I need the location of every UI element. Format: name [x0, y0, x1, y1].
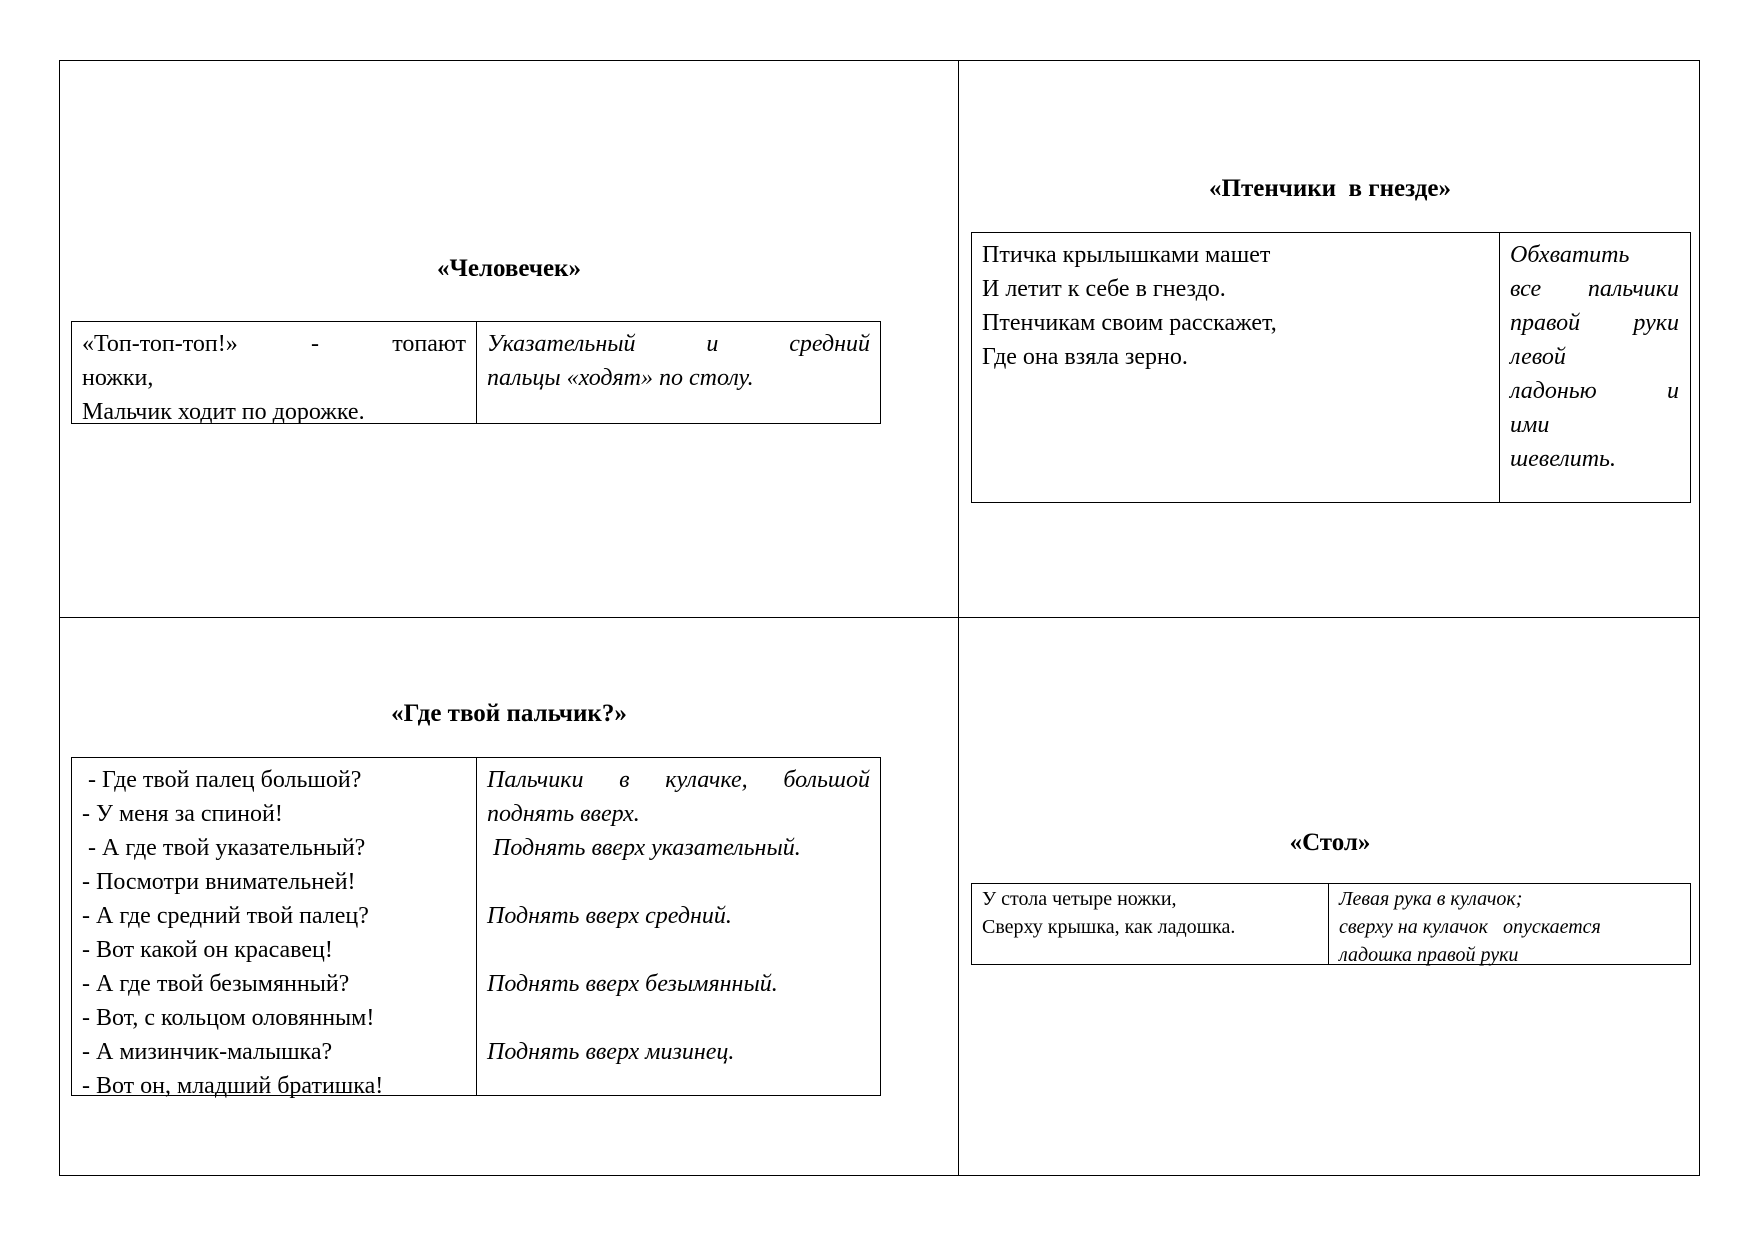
action-line: правой руки	[1510, 310, 1679, 336]
rhyme-line: Птенчикам своим расскажет,	[982, 310, 1277, 336]
horizontal-divider	[60, 617, 1699, 618]
action-line: поднять вверх.	[487, 801, 640, 827]
card-title-chelovechek: «Человечек»	[437, 255, 581, 282]
rhyme-line: - У меня за спиной!	[82, 801, 283, 827]
action-text-cell	[1500, 233, 1689, 502]
rhyme-line: - А где твой безымянный?	[82, 971, 350, 997]
action-line: ладошка правой руки	[1339, 944, 1519, 966]
rhyme-line: Птичка крылышками машет	[982, 242, 1271, 268]
action-line: левой	[1510, 344, 1566, 370]
rhyme-line: И летит к себе в гнездо.	[982, 276, 1226, 302]
action-line: Поднять вверх указательный.	[487, 835, 801, 861]
rhyme-line: - Вот какой он красавец!	[82, 937, 333, 963]
action-line	[487, 1001, 870, 1035]
rhyme-text-cell	[72, 322, 477, 423]
action-line: ладонью и	[1510, 378, 1679, 404]
action-line: Обхватить	[1510, 242, 1630, 268]
action-line: все пальчики	[1510, 276, 1679, 302]
action-line: ими	[1510, 412, 1550, 438]
action-text-cell	[477, 758, 880, 1095]
action-line: пальцы «ходят» по столу.	[487, 365, 754, 391]
rhyme-text-cell	[972, 233, 1500, 502]
rhyme-line: «Топ-топ-топ!» - топают	[82, 331, 466, 357]
rhyme-line: - Вот, с кольцом оловянным!	[82, 1005, 375, 1031]
action-line: Левая рука в кулачок;	[1339, 888, 1523, 910]
action-line: шевелить.	[1510, 446, 1616, 472]
action-line: Пальчики в кулачке, большой	[487, 767, 870, 793]
card-title-palchik: «Где твой пальчик?»	[391, 700, 627, 727]
rhyme-table-palchik	[71, 757, 881, 1099]
action-line: Указательный и средний	[487, 331, 870, 357]
rhyme-line: - А где средний твой палец?	[82, 903, 369, 929]
action-line	[487, 865, 870, 899]
card-title-stol: «Стол»	[1289, 829, 1371, 856]
action-text-cell	[477, 322, 880, 423]
action-line: Поднять вверх безымянный.	[487, 971, 778, 997]
rhyme-line: Где она взяла зерно.	[982, 344, 1188, 370]
rhyme-line: У стола четыре ножки,	[982, 888, 1177, 910]
rhyme-table-chelovechek	[71, 321, 881, 424]
rhyme-line: - Где твой палец большой?	[82, 767, 362, 793]
rhyme-line: Сверху крышка, как ладошка.	[982, 916, 1236, 938]
action-line: сверху на кулачок опускается	[1339, 916, 1601, 938]
rhyme-line: - А где твой указательный?	[82, 835, 366, 861]
action-line: Поднять вверх мизинец.	[487, 1039, 735, 1065]
rhyme-line: - Вот он, младший братишка!	[82, 1073, 384, 1099]
rhyme-text-cell	[72, 758, 477, 1099]
vertical-divider	[958, 61, 959, 1175]
rhyme-line: Мальчик ходит по дорожке.	[82, 399, 365, 425]
action-line	[487, 1069, 870, 1103]
rhyme-table-stol	[971, 883, 1691, 965]
action-line: Поднять вверх средний.	[487, 903, 732, 929]
rhyme-line: - А мизинчик-малышка?	[82, 1039, 333, 1065]
card-title-ptenchiki: «Птенчики в гнезде»	[1209, 175, 1451, 202]
action-line	[487, 933, 870, 967]
rhyme-table-ptenchiki	[971, 232, 1691, 503]
action-text-cell	[1329, 884, 1689, 964]
rhyme-line: - Посмотри внимательней!	[82, 869, 356, 895]
rhyme-text-cell	[972, 884, 1329, 964]
rhyme-line: ножки,	[82, 365, 154, 391]
